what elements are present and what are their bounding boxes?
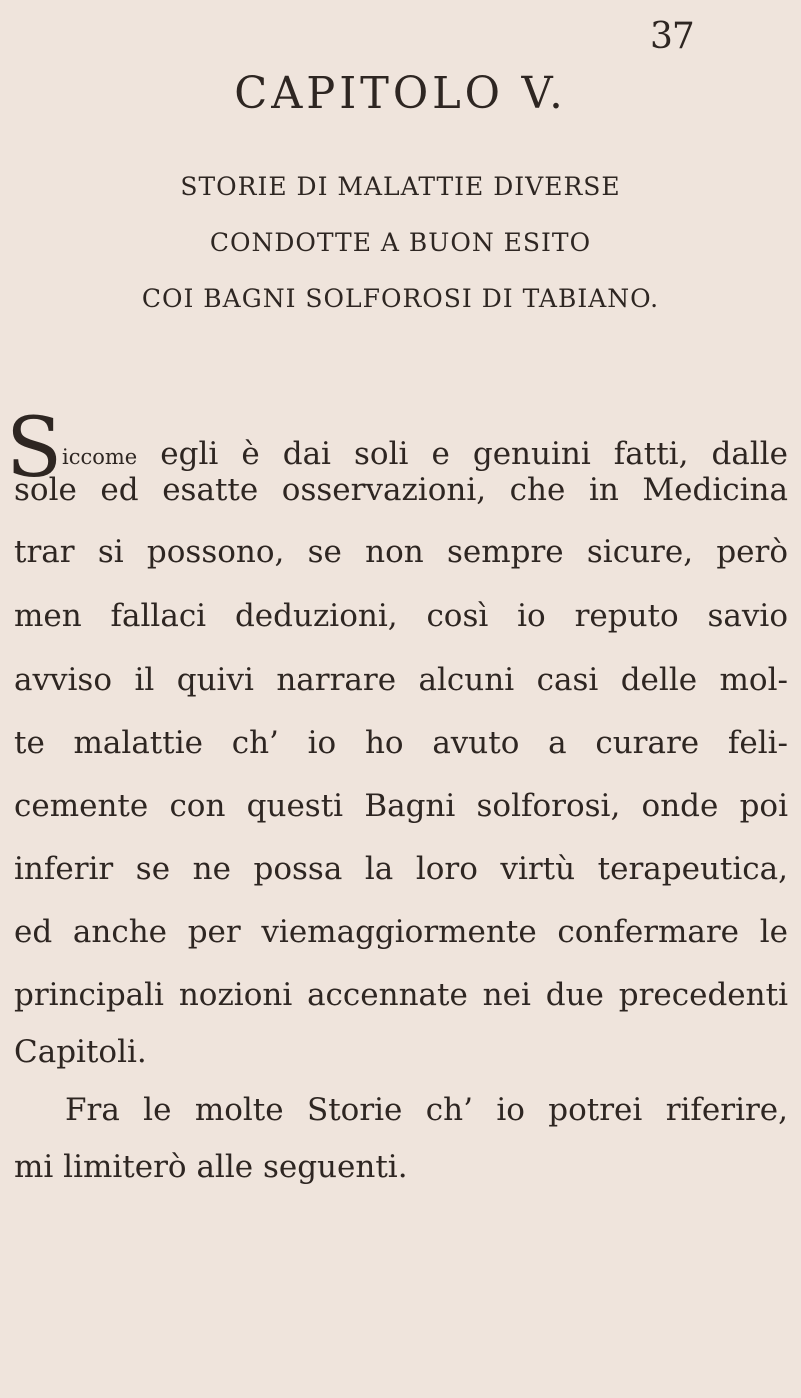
text-line-9: ed anche per viemaggiormente confermare le bbox=[14, 914, 788, 950]
text-line-10: principali nozioni accennate nei due precedenti bbox=[14, 977, 788, 1013]
first-word-rest: iccome bbox=[62, 445, 138, 469]
subtitle-line-3: COI BAGNI SOLFOROSI DI TABIANO. bbox=[141, 284, 660, 313]
subtitle-line-2: CONDOTTE A BUON ESITO bbox=[209, 228, 592, 257]
text-line-6: te malattie ch’ io ho avuto a curare feli- bbox=[14, 725, 788, 761]
text-line-3: trar si possono, se non sempre sicure, però bbox=[14, 534, 788, 570]
text-line-2: sole ed esatte osservazioni, che in Medicina bbox=[14, 472, 788, 508]
chapter-title: CAPITOLO V. bbox=[234, 68, 567, 119]
text-line-4: men fallaci deduzioni, così io reputo savio bbox=[14, 598, 788, 634]
text-line-11: Capitoli. bbox=[14, 1034, 147, 1070]
drop-cap: S bbox=[6, 401, 63, 496]
text-line-13: mi limiterò alle seguenti. bbox=[14, 1149, 408, 1185]
text-line-7: cemente con questi Bagni solforosi, onde poi bbox=[14, 788, 788, 824]
text-line-5: avviso il quivi narrare alcuni casi delle mol- bbox=[14, 662, 788, 698]
text-line-8: inferir se ne possa la loro virtù terapeutica, bbox=[14, 851, 788, 887]
page-number: 37 bbox=[650, 16, 694, 57]
subtitle-line-1: STORIE DI MALATTIE DIVERSE bbox=[180, 172, 621, 201]
first-line-text: egli è dai soli e genuini fatti, dalle bbox=[160, 436, 788, 472]
text-line-12: Fra le molte Storie ch’ io potrei riferire, bbox=[65, 1092, 788, 1128]
